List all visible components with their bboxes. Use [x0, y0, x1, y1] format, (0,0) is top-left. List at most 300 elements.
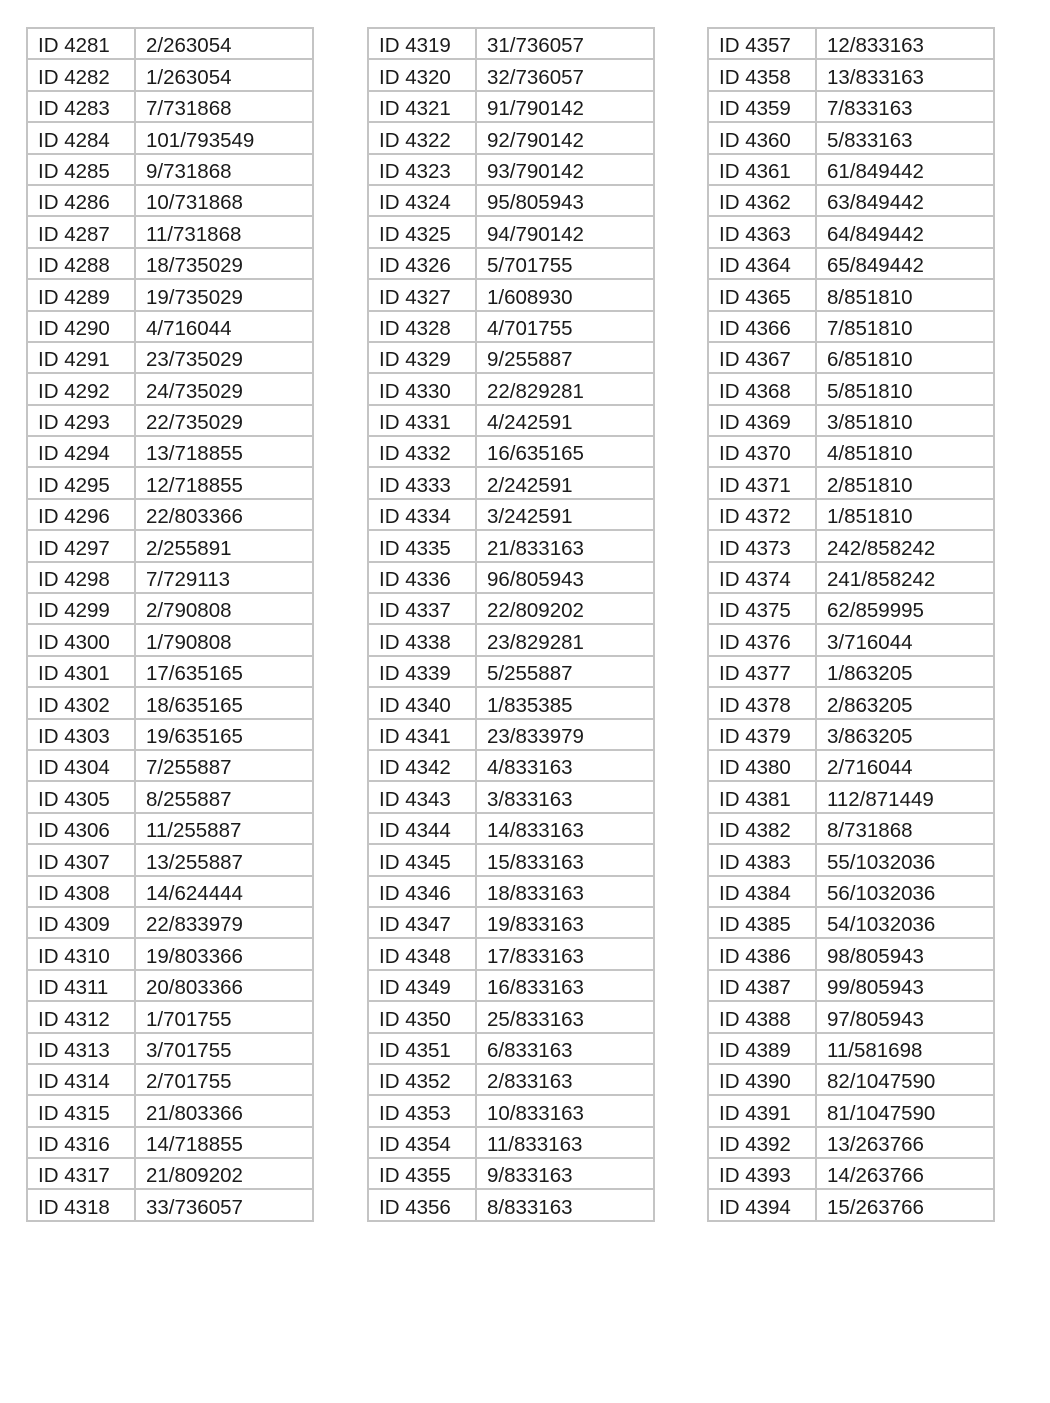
reference-cell: 20/803366 [135, 970, 313, 1001]
reference-cell: 5/833163 [816, 122, 994, 153]
table-row [27, 719, 313, 750]
table-row [368, 624, 654, 655]
id-cell: ID 4330 [368, 373, 476, 404]
reference-cell: 55/1032036 [816, 844, 994, 875]
table-row [27, 687, 313, 718]
reference-cell: 3/701755 [135, 1033, 313, 1064]
table-row [27, 91, 313, 122]
reference-cell: 22/735029 [135, 405, 313, 436]
reference-cell: 19/635165 [135, 719, 313, 750]
table-row [368, 1127, 654, 1158]
id-cell: ID 4322 [368, 122, 476, 153]
reference-cell: 8/833163 [476, 1189, 654, 1220]
reference-cell: 21/803366 [135, 1095, 313, 1126]
reference-cell: 5/255887 [476, 656, 654, 687]
reference-cell: 8/731868 [816, 813, 994, 844]
id-cell: ID 4360 [708, 122, 816, 153]
id-cell: ID 4294 [27, 436, 135, 467]
id-cell: ID 4338 [368, 624, 476, 655]
table-row [368, 436, 654, 467]
id-cell: ID 4313 [27, 1033, 135, 1064]
reference-cell: 13/255887 [135, 844, 313, 875]
table-row [27, 1064, 313, 1095]
table-row [708, 907, 994, 938]
id-cell: ID 4390 [708, 1064, 816, 1095]
id-cell: ID 4295 [27, 467, 135, 498]
id-cell: ID 4289 [27, 279, 135, 310]
table-row [27, 28, 313, 59]
table-row [368, 562, 654, 593]
reference-cell: 2/851810 [816, 467, 994, 498]
id-cell: ID 4352 [368, 1064, 476, 1095]
reference-cell: 1/263054 [135, 59, 313, 90]
id-cell: ID 4354 [368, 1127, 476, 1158]
id-cell: ID 4282 [27, 59, 135, 90]
reference-cell: 8/255887 [135, 781, 313, 812]
reference-cell: 91/790142 [476, 91, 654, 122]
id-cell: ID 4312 [27, 1001, 135, 1032]
table-row [368, 970, 654, 1001]
id-cell: ID 4335 [368, 530, 476, 561]
id-cell: ID 4332 [368, 436, 476, 467]
table-row [708, 687, 994, 718]
reference-cell: 94/790142 [476, 216, 654, 247]
id-cell: ID 4389 [708, 1033, 816, 1064]
table-row [708, 1189, 994, 1220]
reference-cell: 3/863205 [816, 719, 994, 750]
reference-cell: 6/851810 [816, 342, 994, 373]
table-row [708, 593, 994, 624]
table-row [708, 154, 994, 185]
reference-cell: 61/849442 [816, 154, 994, 185]
reference-cell: 2/833163 [476, 1064, 654, 1095]
id-cell: ID 4307 [27, 844, 135, 875]
reference-cell: 19/803366 [135, 938, 313, 969]
table-row [27, 1127, 313, 1158]
table-row [368, 813, 654, 844]
table-row [708, 530, 994, 561]
table-row [708, 813, 994, 844]
table-row [368, 373, 654, 404]
table-row [368, 750, 654, 781]
reference-cell: 4/833163 [476, 750, 654, 781]
reference-cell: 3/242591 [476, 499, 654, 530]
id-cell: ID 4344 [368, 813, 476, 844]
table-row [368, 1158, 654, 1189]
reference-cell: 3/833163 [476, 781, 654, 812]
id-cell: ID 4281 [27, 28, 135, 59]
table-row [27, 1095, 313, 1126]
table-row [27, 907, 313, 938]
id-cell: ID 4341 [368, 719, 476, 750]
id-cell: ID 4361 [708, 154, 816, 185]
table-row [368, 1001, 654, 1032]
table-row [27, 876, 313, 907]
id-cell: ID 4342 [368, 750, 476, 781]
reference-cell: 101/793549 [135, 122, 313, 153]
id-cell: ID 4302 [27, 687, 135, 718]
reference-cell: 31/736057 [476, 28, 654, 59]
reference-cell: 4/701755 [476, 311, 654, 342]
reference-cell: 8/851810 [816, 279, 994, 310]
table-row [27, 154, 313, 185]
table-row [368, 311, 654, 342]
reference-cell: 65/849442 [816, 248, 994, 279]
table-row [708, 1001, 994, 1032]
table-row [708, 1033, 994, 1064]
table-row [708, 91, 994, 122]
table-row [708, 405, 994, 436]
id-cell: ID 4385 [708, 907, 816, 938]
id-cell: ID 4345 [368, 844, 476, 875]
id-cell: ID 4355 [368, 1158, 476, 1189]
id-cell: ID 4317 [27, 1158, 135, 1189]
table-row [708, 719, 994, 750]
id-cell: ID 4297 [27, 530, 135, 561]
id-cell: ID 4357 [708, 28, 816, 59]
table-row [27, 530, 313, 561]
id-cell: ID 4296 [27, 499, 135, 530]
table-row [708, 938, 994, 969]
table-row [27, 499, 313, 530]
reference-cell: 14/263766 [816, 1158, 994, 1189]
table-row [368, 216, 654, 247]
table-row [708, 373, 994, 404]
reference-cell: 2/242591 [476, 467, 654, 498]
id-cell: ID 4286 [27, 185, 135, 216]
table-row [368, 279, 654, 310]
table-row [708, 1064, 994, 1095]
reference-cell: 13/263766 [816, 1127, 994, 1158]
reference-cell: 82/1047590 [816, 1064, 994, 1095]
id-cell: ID 4329 [368, 342, 476, 373]
id-cell: ID 4391 [708, 1095, 816, 1126]
id-cell: ID 4305 [27, 781, 135, 812]
table-row [708, 781, 994, 812]
table-row [368, 59, 654, 90]
id-cell: ID 4292 [27, 373, 135, 404]
table-row [708, 876, 994, 907]
reference-cell: 14/624444 [135, 876, 313, 907]
table-row [708, 122, 994, 153]
table-row [27, 216, 313, 247]
reference-cell: 5/851810 [816, 373, 994, 404]
table-row [708, 436, 994, 467]
reference-cell: 96/805943 [476, 562, 654, 593]
id-cell: ID 4381 [708, 781, 816, 812]
reference-cell: 2/716044 [816, 750, 994, 781]
reference-cell: 1/608930 [476, 279, 654, 310]
table-row [27, 750, 313, 781]
reference-cell: 54/1032036 [816, 907, 994, 938]
reference-cell: 99/805943 [816, 970, 994, 1001]
id-cell: ID 4325 [368, 216, 476, 247]
id-cell: ID 4287 [27, 216, 135, 247]
table-row [27, 467, 313, 498]
id-cell: ID 4333 [368, 467, 476, 498]
reference-cell: 33/736057 [135, 1189, 313, 1220]
id-cell: ID 4384 [708, 876, 816, 907]
id-cell: ID 4316 [27, 1127, 135, 1158]
id-cell: ID 4394 [708, 1189, 816, 1220]
table-row [368, 91, 654, 122]
table-row [27, 938, 313, 969]
table-row [27, 405, 313, 436]
table-row [708, 1127, 994, 1158]
id-cell: ID 4383 [708, 844, 816, 875]
reference-cell: 19/833163 [476, 907, 654, 938]
reference-cell: 23/829281 [476, 624, 654, 655]
table-row [27, 813, 313, 844]
reference-cell: 11/581698 [816, 1033, 994, 1064]
table-row [368, 154, 654, 185]
id-table-3 [707, 27, 995, 1222]
id-cell: ID 4378 [708, 687, 816, 718]
id-cell: ID 4373 [708, 530, 816, 561]
table-row [708, 59, 994, 90]
reference-cell: 1/835385 [476, 687, 654, 718]
table-row [368, 122, 654, 153]
reference-cell: 18/635165 [135, 687, 313, 718]
table-row [368, 1095, 654, 1126]
reference-cell: 7/833163 [816, 91, 994, 122]
id-cell: ID 4353 [368, 1095, 476, 1126]
id-cell: ID 4306 [27, 813, 135, 844]
id-cell: ID 4388 [708, 1001, 816, 1032]
reference-cell: 56/1032036 [816, 876, 994, 907]
id-cell: ID 4348 [368, 938, 476, 969]
table-row [708, 656, 994, 687]
id-cell: ID 4393 [708, 1158, 816, 1189]
reference-cell: 81/1047590 [816, 1095, 994, 1126]
table-row [27, 122, 313, 153]
table-row [708, 185, 994, 216]
table-row [708, 624, 994, 655]
table-row [368, 1064, 654, 1095]
id-cell: ID 4309 [27, 907, 135, 938]
id-cell: ID 4311 [27, 970, 135, 1001]
table-row [27, 970, 313, 1001]
table-row [708, 844, 994, 875]
id-table-2 [367, 27, 655, 1222]
id-cell: ID 4365 [708, 279, 816, 310]
table-row [27, 1158, 313, 1189]
id-cell: ID 4387 [708, 970, 816, 1001]
table-row [27, 781, 313, 812]
reference-cell: 14/718855 [135, 1127, 313, 1158]
id-cell: ID 4327 [368, 279, 476, 310]
table-row [368, 876, 654, 907]
reference-cell: 22/809202 [476, 593, 654, 624]
id-cell: ID 4328 [368, 311, 476, 342]
table-row [27, 1189, 313, 1220]
id-cell: ID 4347 [368, 907, 476, 938]
reference-cell: 25/833163 [476, 1001, 654, 1032]
reference-cell: 2/263054 [135, 28, 313, 59]
id-cell: ID 4379 [708, 719, 816, 750]
id-cell: ID 4369 [708, 405, 816, 436]
id-cell: ID 4301 [27, 656, 135, 687]
id-cell: ID 4283 [27, 91, 135, 122]
table-row [368, 342, 654, 373]
id-table-1 [26, 27, 314, 1222]
id-cell: ID 4323 [368, 154, 476, 185]
id-cell: ID 4310 [27, 938, 135, 969]
id-cell: ID 4319 [368, 28, 476, 59]
id-cell: ID 4284 [27, 122, 135, 153]
id-cell: ID 4356 [368, 1189, 476, 1220]
reference-cell: 2/790808 [135, 593, 313, 624]
table-row [27, 342, 313, 373]
reference-cell: 23/735029 [135, 342, 313, 373]
id-cell: ID 4300 [27, 624, 135, 655]
reference-cell: 16/833163 [476, 970, 654, 1001]
table-row [27, 279, 313, 310]
table-row [368, 28, 654, 59]
table-row [708, 750, 994, 781]
id-cell: ID 4364 [708, 248, 816, 279]
table-row [368, 1033, 654, 1064]
table-row [368, 656, 654, 687]
table-row [27, 436, 313, 467]
reference-cell: 241/858242 [816, 562, 994, 593]
reference-cell: 7/729113 [135, 562, 313, 593]
id-cell: ID 4290 [27, 311, 135, 342]
table-row [368, 907, 654, 938]
id-cell: ID 4326 [368, 248, 476, 279]
table-row [27, 593, 313, 624]
reference-cell: 12/833163 [816, 28, 994, 59]
table-row [368, 499, 654, 530]
reference-cell: 97/805943 [816, 1001, 994, 1032]
reference-cell: 21/833163 [476, 530, 654, 561]
table-row [27, 656, 313, 687]
reference-cell: 4/716044 [135, 311, 313, 342]
reference-cell: 1/863205 [816, 656, 994, 687]
id-cell: ID 4382 [708, 813, 816, 844]
id-cell: ID 4340 [368, 687, 476, 718]
reference-cell: 15/263766 [816, 1189, 994, 1220]
table-row [27, 624, 313, 655]
table-row [708, 562, 994, 593]
reference-cell: 11/833163 [476, 1127, 654, 1158]
id-cell: ID 4337 [368, 593, 476, 624]
id-cell: ID 4303 [27, 719, 135, 750]
id-cell: ID 4374 [708, 562, 816, 593]
table-row [368, 405, 654, 436]
id-cell: ID 4324 [368, 185, 476, 216]
id-cell: ID 4293 [27, 405, 135, 436]
reference-cell: 95/805943 [476, 185, 654, 216]
id-cell: ID 4371 [708, 467, 816, 498]
reference-cell: 19/735029 [135, 279, 313, 310]
table-row [27, 844, 313, 875]
reference-cell: 64/849442 [816, 216, 994, 247]
id-cell: ID 4298 [27, 562, 135, 593]
reference-cell: 7/255887 [135, 750, 313, 781]
id-cell: ID 4380 [708, 750, 816, 781]
reference-cell: 16/635165 [476, 436, 654, 467]
id-cell: ID 4299 [27, 593, 135, 624]
reference-cell: 2/255891 [135, 530, 313, 561]
id-cell: ID 4315 [27, 1095, 135, 1126]
id-cell: ID 4331 [368, 405, 476, 436]
id-cell: ID 4386 [708, 938, 816, 969]
reference-cell: 6/833163 [476, 1033, 654, 1064]
table-row [708, 1158, 994, 1189]
table-row [27, 248, 313, 279]
reference-cell: 11/731868 [135, 216, 313, 247]
table-row [708, 499, 994, 530]
table-row [368, 185, 654, 216]
reference-cell: 5/701755 [476, 248, 654, 279]
reference-cell: 242/858242 [816, 530, 994, 561]
table-row [368, 781, 654, 812]
id-cell: ID 4392 [708, 1127, 816, 1158]
id-cell: ID 4351 [368, 1033, 476, 1064]
table-row [708, 311, 994, 342]
table-row [708, 970, 994, 1001]
table-row [27, 1033, 313, 1064]
id-cell: ID 4362 [708, 185, 816, 216]
id-cell: ID 4339 [368, 656, 476, 687]
id-cell: ID 4288 [27, 248, 135, 279]
id-cell: ID 4375 [708, 593, 816, 624]
reference-cell: 10/833163 [476, 1095, 654, 1126]
table-row [708, 248, 994, 279]
reference-cell: 22/803366 [135, 499, 313, 530]
id-cell: ID 4318 [27, 1189, 135, 1220]
id-cell: ID 4370 [708, 436, 816, 467]
id-cell: ID 4321 [368, 91, 476, 122]
reference-cell: 13/833163 [816, 59, 994, 90]
reference-cell: 1/701755 [135, 1001, 313, 1032]
table-row [27, 185, 313, 216]
reference-cell: 11/255887 [135, 813, 313, 844]
id-cell: ID 4291 [27, 342, 135, 373]
id-cell: ID 4372 [708, 499, 816, 530]
id-cell: ID 4377 [708, 656, 816, 687]
table-row [368, 844, 654, 875]
id-cell: ID 4358 [708, 59, 816, 90]
id-cell: ID 4334 [368, 499, 476, 530]
reference-cell: 17/833163 [476, 938, 654, 969]
reference-cell: 3/716044 [816, 624, 994, 655]
id-cell: ID 4350 [368, 1001, 476, 1032]
reference-cell: 15/833163 [476, 844, 654, 875]
table-row [708, 28, 994, 59]
table-row [368, 1189, 654, 1220]
table-row [368, 530, 654, 561]
reference-cell: 24/735029 [135, 373, 313, 404]
id-cell: ID 4285 [27, 154, 135, 185]
table-row [708, 467, 994, 498]
reference-cell: 21/809202 [135, 1158, 313, 1189]
reference-cell: 18/735029 [135, 248, 313, 279]
reference-cell: 92/790142 [476, 122, 654, 153]
reference-cell: 22/829281 [476, 373, 654, 404]
reference-cell: 4/851810 [816, 436, 994, 467]
id-cell: ID 4320 [368, 59, 476, 90]
reference-cell: 2/863205 [816, 687, 994, 718]
id-cell: ID 4376 [708, 624, 816, 655]
reference-cell: 93/790142 [476, 154, 654, 185]
reference-cell: 7/851810 [816, 311, 994, 342]
id-cell: ID 4363 [708, 216, 816, 247]
id-cell: ID 4368 [708, 373, 816, 404]
id-cell: ID 4304 [27, 750, 135, 781]
table-row [368, 938, 654, 969]
